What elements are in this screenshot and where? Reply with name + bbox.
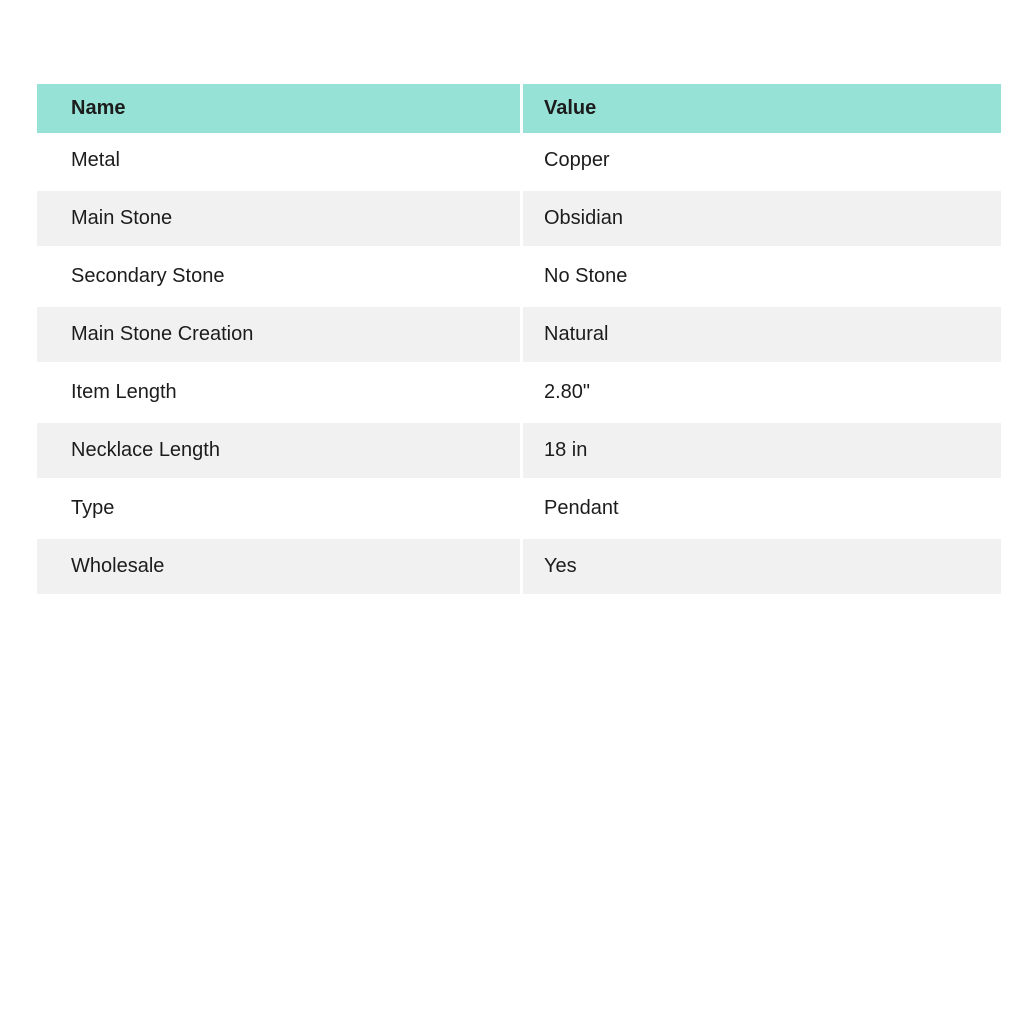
column-header-name: Name [37, 84, 523, 133]
spec-value-cell: Pendant [523, 481, 1001, 539]
spec-value-cell: 18 in [523, 423, 1001, 481]
spec-name-cell: Secondary Stone [37, 249, 523, 307]
spec-value-cell: Natural [523, 307, 1001, 365]
spec-name-cell: Type [37, 481, 523, 539]
spec-name-cell: Main Stone Creation [37, 307, 523, 365]
table-row [37, 481, 1001, 539]
spec-value-cell: Obsidian [523, 191, 1001, 249]
table-row [37, 365, 1001, 423]
spec-name-cell: Wholesale [37, 539, 523, 597]
spec-name-cell: Metal [37, 133, 523, 191]
spec-value-cell: 2.80" [523, 365, 1001, 423]
table-row [37, 307, 1001, 365]
table-row [37, 133, 1001, 191]
table-row [37, 191, 1001, 249]
product-spec-table [37, 84, 1001, 597]
spec-name-cell: Necklace Length [37, 423, 523, 481]
table-row [37, 539, 1001, 597]
spec-value-cell: No Stone [523, 249, 1001, 307]
table-body [37, 133, 1001, 597]
spec-value-cell: Copper [523, 133, 1001, 191]
spec-name-cell: Item Length [37, 365, 523, 423]
table-row [37, 423, 1001, 481]
column-header-value: Value [523, 84, 1001, 133]
spec-name-cell: Main Stone [37, 191, 523, 249]
table-row [37, 249, 1001, 307]
table-header [37, 84, 1001, 133]
header-row [37, 84, 1001, 133]
spec-value-cell: Yes [523, 539, 1001, 597]
